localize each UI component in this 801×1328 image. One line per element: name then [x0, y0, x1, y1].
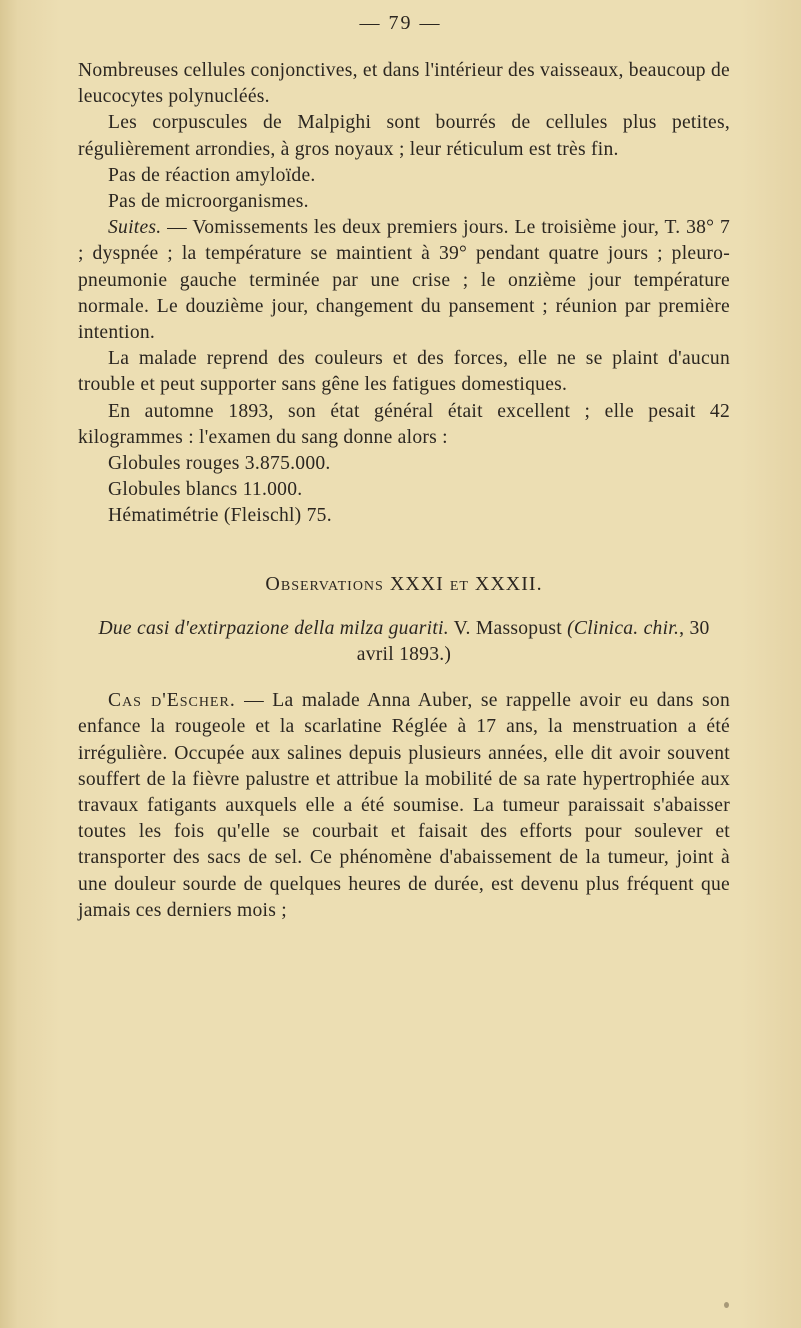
- cas-label: Cas d'Escher.: [108, 690, 236, 712]
- paragraph-amyloid: Pas de réaction amyloïde.: [108, 164, 316, 186]
- ink-spot: [724, 1302, 729, 1308]
- paragraph-cells: Nombreuses cellules conjonctives, et dans l'intérieur des vaisseaux, beaucoup de leucocytes polynucléés.: [78, 60, 730, 108]
- source-author: V. Massopust: [448, 617, 568, 639]
- source-citation: [78, 616, 730, 668]
- paragraph-suites: [78, 215, 730, 346]
- suites-text: — Vomissements les deux premiers jours. Le troisième jour, T. 38° 7 ; dyspnée ; la température se maintient à 39° pendant quatre jours ; pleuro-pneumonie gauche terminée par une crise ; le onzième jour température normale. Le douzième jour, changement du pansement ; réunion par première intention.: [78, 217, 730, 344]
- paragraph-autumn: En automne 1893, son état général était excellent ; elle pesait 42 kilogrammes : l'examen du sang donne alors :: [78, 400, 730, 448]
- blood-hematimetry: Hématimétrie (Fleischl) 75.: [108, 505, 332, 527]
- page-number: — 79 —: [359, 12, 442, 34]
- blood-red-cells: Globules rouges 3.875.000.: [108, 453, 331, 475]
- cas-text: — La malade Anna Auber, se rappelle avoir eu dans son enfance la rougeole et la scarlatine Réglée à 17 ans, la menstruation a été irrégulière. Occupée aux salines depuis plusieurs années, elle dit avoir souvent souffert de la fièvre palustre et attribue la mobilité de sa rate hypertrophiée aux travaux fatigants auxquels elle a été soumise. La tumeur paraissait s'abaisser toutes les fois qu'elle se courbait et faisait des efforts pour soulever et transporter des sacs de sel. Ce phénomène d'abaissement de la tumeur, joint à une douleur sourde de quelques heures de durée, est devenu plus fréquent que jamais ces derniers mois ;: [78, 690, 730, 921]
- paragraph-malpighi: Les corpuscules de Malpighi sont bourrés de cellules plus petites, régulièrement arrondies, à gros noyaux ; leur réticulum est très fin.: [78, 112, 730, 160]
- body-text: [78, 58, 730, 924]
- paragraph-recovery: La malade reprend des couleurs et des forces, elle ne se plaint d'aucun trouble et peut supporter sans gêne les fatigues domestiques.: [78, 348, 730, 396]
- suites-label: Suites.: [108, 217, 162, 239]
- source-title: Due casi d'extirpazione della milza guariti.: [98, 617, 449, 639]
- paragraph-microorganisms: Pas de microorganismes.: [108, 191, 309, 213]
- blood-white-cells: Globules blancs 11.000.: [108, 479, 303, 501]
- paragraph-cas-escher: [78, 688, 730, 924]
- source-journal: (Clinica. chir.: [567, 617, 680, 639]
- section-heading: Observations XXXI et XXXII.: [265, 572, 543, 595]
- source-date: , 30 avril 1893.): [356, 617, 710, 666]
